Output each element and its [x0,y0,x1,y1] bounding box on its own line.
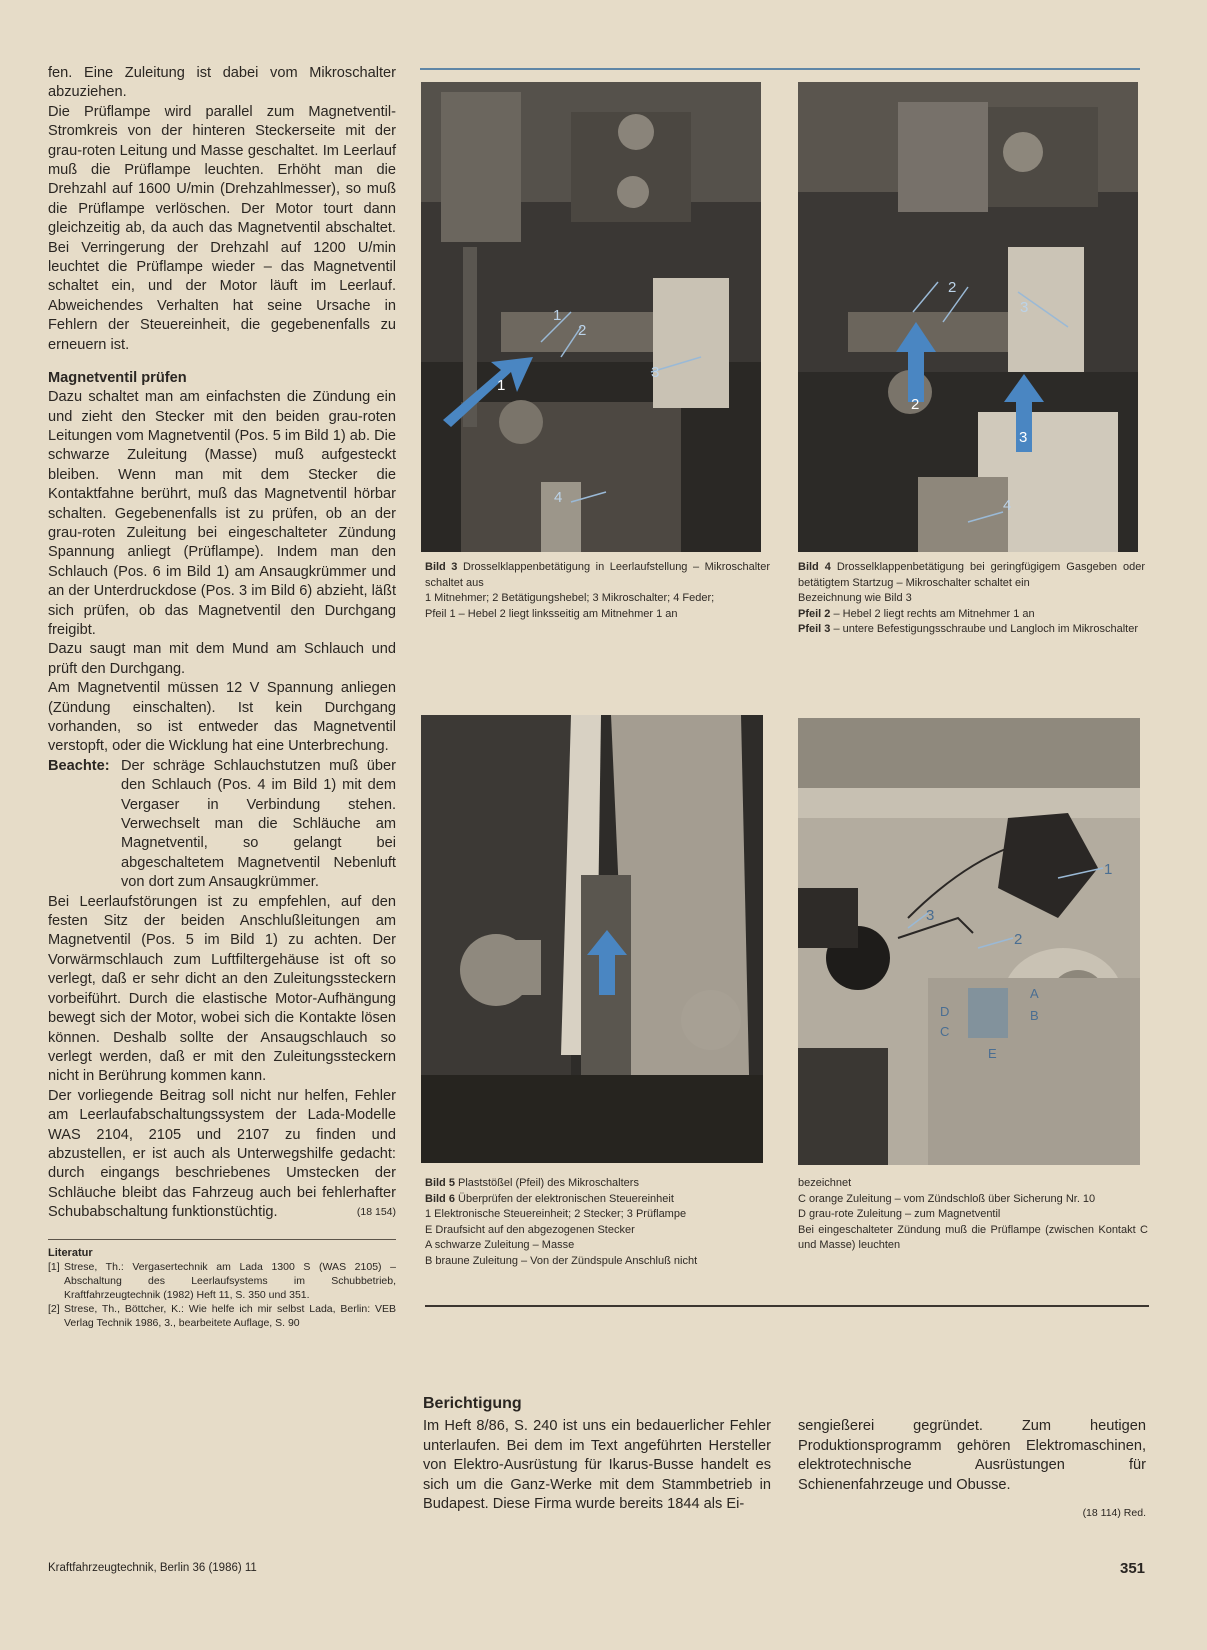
photo-label: 4 [1003,497,1012,514]
note-block [48,757,396,893]
article-reference: (18 154) [356,1206,396,1219]
literature-text: Strese, Th., Böttcher, K.: Wie helfe ich mir selbst Lada, Berlin: VEB Verlag Technik 1986, 3., bearbeitete Auflage, S. 90 [64,1302,396,1329]
literature-number: [2] [48,1302,60,1315]
paragraph: Im Heft 8/86, S. 240 ist uns ein bedauerlicher Fehler unterlaufen. Bei dem im Text angeführten Hersteller von Elektro-Ausrüstung für Ikarus-Busse handelt es sich um die Ganz-Werke mit dem Stammbetrieb in Budapest. Diese Firma wurde bereits 1844 als Ei- [423,1418,771,1513]
caption-line: Bei eingeschalteter Zündung muß die Prüflampe (zwischen Kontakt C und Masse) leuchten [798,1223,1148,1252]
photo-label: D [940,1004,950,1019]
photo-label: 3 [926,907,935,924]
figure-label: Bild 4 [798,561,831,573]
photo-bild-4 [798,82,1138,552]
paragraph: Bei Leerlaufstörungen ist zu empfehlen, auf den festen Sitz der beiden Anschlußleitungen am Magnetventil (Pos. 5 im Bild 1) zu achten. Der Vorwärmschlauch zum Luftfiltergehäuse ist oft so verlegt, daß er sehr dicht an den Zuleitungssteckern vorbeiführt. Durch die elastische Motor-Aufhängung bewegt sich der Motor, wobei sich die Kontakte lösen können. Deshalb sollte der Ansaugschlauch so verlegt werden, daß er mit den Zuleitungssteckern nicht in Berührung kommen kann. [48,893,396,1085]
literature-title: Literatur [48,1246,93,1259]
arrow-label: Pfeil 2 [798,607,831,620]
photo-label: E [988,1046,997,1061]
arrow-label: Pfeil 3 [798,623,831,636]
caption-bild-4 [798,560,1145,638]
correction-heading: Berichtigung [423,1395,522,1412]
journal-footer: Kraftfahrzeugtechnik, Berlin 36 (1986) 11 [48,1562,257,1574]
figure-label: Bild 3 [425,561,458,573]
section-heading: Magnetventil prüfen [48,370,187,387]
paragraph-text: Der vorliegende Beitrag soll nicht nur helfen, Fehler am Leerlaufabschaltungssystem der Lada-Modelle WAS 2104, 2105 und 2107 zu finden und abzustellen, er ist auch als Unterwegshilfe gedacht: durch eingangs beschriebenes Umstecken der Schläuche bleibt das Fahrzeug auch bei fehlerhafter Schubabschaltung funktionstüchtig. [48,1087,396,1221]
photo-label: 1 [1104,861,1113,878]
caption-text: – untere Befestigungsschraube und Langloch im Mikroschalter [833,623,1138,636]
photo-label: 2 [911,396,920,413]
literature-text: Strese, Th.: Vergasertechnik am Lada 1300 S (WAS 2105) – Abschaltung des Leerlaufsystems im Schubbetrieb, Kraftfahrzeugtechnik (1982) Heft 11, S. 350 und 351. [64,1260,396,1301]
caption-line: 1 Mitnehmer; 2 Betätigungshebel; 3 Mikroschalter; 4 Feder; [425,592,715,605]
photo-label: A [1030,986,1039,1001]
caption-text: Drosselklappenbetätigung in Leerlaufstellung – Mikroschalter schaltet aus [425,561,770,589]
caption-bild-3 [425,560,770,622]
photo-bild-3-image [421,82,761,552]
caption-line: bezeichnet [798,1177,852,1189]
caption-text: – Hebel 2 liegt rechts am Mitnehmer 1 an [833,607,1035,620]
photo-label: 2 [1014,931,1023,948]
page-number: 351 [1120,1560,1146,1577]
photo-label: 3 [651,364,660,381]
caption-line: E Draufsicht auf den abgezogenen Stecker [425,1223,635,1236]
section-divider [425,1305,1149,1307]
photo-bild-6 [798,718,1140,1165]
photo-bild-5-image [421,715,763,1163]
caption-text: Plaststößel (Pfeil) des Mikroschalters [458,1177,639,1189]
divider [48,1239,396,1240]
caption-line: B braune Zuleitung – Von der Zündspule Anschluß nicht [425,1254,698,1267]
photo-bild-5 [421,715,763,1163]
photo-label: 3 [1019,429,1028,446]
left-text-column [48,64,396,1330]
caption-line: 1 Elektronische Steuereinheit; 2 Stecker; 3 Prüflampe [425,1208,687,1221]
paragraph: Die Prüflampe wird parallel zum Magnetventil-Stromkreis von der hinteren Steckerseite mit der grau-roten Leitung und Masse geschaltet. Im Leerlauf muß die Prüflampe leuchten. Erhöht man die Drehzahl auf 1600 U/min (Drehzahlmesser), so muß die Prüflampe verlöschen. Der Motor tourt dann gleichzeitig ab, da auch das Magnetventil abschaltet. Bei Verringerung der Drehzahl auf 1200 U/min leuchtet die Prüflampe wieder – das Magnetventil schaltet ein, und der Motor läuft im Leerlauf. Abweichendes Verhalten hat seine Ursache in Fehlern der Steuereinheit, die gegebenenfalls zu erneuern ist. [48,103,396,353]
correction-column-2 [798,1417,1146,1524]
article-reference: (18 114) Red. [1082,1507,1146,1520]
top-rule [420,68,1140,70]
literature-item [48,1302,396,1330]
paragraph: fen. Eine Zuleitung ist dabei vom Mikroschalter abzuziehen. [48,65,396,101]
photo-label: 2 [578,322,587,339]
note-text: Der schräge Schlauchstutzen muß über den Schlauch (Pos. 4 im Bild 1) mit dem Vergaser in Verbindung stehen. Verwechselt man die Schläuche am Magnetventil, so gelangt bei abgeschaltetem Magnetventil Nebenluft von dort zum Ansaugkrümmer. [121,757,396,891]
paragraph: Dazu saugt man mit dem Mund am Schlauch und prüft den Durchgang. [48,641,396,677]
paragraph: Am Magnetventil müssen 12 V Spannung anliegen (Zündung einschalten). Ist kein Durchgang vorhanden, so ist entweder das Magnetventil verstopft, oder die Wicklung hat eine Unterbrechung. [48,680,396,755]
caption-text: Drosselklappenbetätigung bei geringfügigem Gasgeben oder betätigtem Startzug – Mikroschalter schaltet ein [798,561,1146,589]
paragraph [48,1087,396,1223]
figure-label: Bild 6 [425,1192,455,1205]
literature-item [48,1260,396,1302]
photo-label: B [1030,1008,1039,1023]
photo-bild-3 [421,82,761,552]
caption-bild-5-6 [425,1176,775,1270]
photo-label: 1 [553,307,562,324]
literature-number: [1] [48,1260,60,1273]
paragraph: sengießerei gegründet. Zum heutigen Produktionsprogramm gehören Elektromaschinen, elektrotechnische Ausrüstungen für Schienenfahrzeuge und Obusse. [798,1418,1146,1493]
caption-line: C orange Zuleitung – vom Zündschloß über Sicherung Nr. 10 [798,1192,1096,1205]
photo-label: 4 [554,489,563,506]
figure-label: Bild 5 [425,1177,455,1189]
paragraph: Dazu schaltet man am einfachsten die Zündung ein und zieht den Stecker mit den beiden grau-roten Leitungen vom Magnetventil (Pos. 5 im Bild 1) ab. Die schwarze Zuleitung (Masse) muß aufgesteckt bleiben. Wenn man mit dem Stecker die Kontaktfahne berührt, muß das Magnetventil hörbar schalten. Gegebenenfalls ist zu prüfen, ob an der grau-roten Zuleitung bei eingeschalteter Zündung Spannung anliegt (Prüflampe). Indem man den Schlauch (Pos. 6 im Bild 1) am Ansaugkrümmer und an der Unterdruckdose (Pos. 3 im Bild 6) abzieht, läßt sich prüfen, ob das Magnetventil den Durchgang freigibt. [48,389,396,638]
caption-line: A schwarze Zuleitung – Masse [425,1239,575,1252]
photo-label: 1 [497,377,506,394]
correction-column-1 [423,1417,771,1515]
caption-line: Pfeil 1 – Hebel 2 liegt linksseitig am Mitnehmer 1 an [425,607,678,620]
caption-text: Überprüfen der elektronischen Steuereinheit [458,1192,674,1205]
caption-bild-6-continued [798,1176,1148,1254]
note-label: Beachte: [48,757,110,774]
caption-line: D grau-rote Zuleitung – zum Magnetventil [798,1208,1001,1221]
caption-line: Bezeichnung wie Bild 3 [798,592,912,605]
photo-label: 2 [948,279,957,296]
photo-bild-6-image [798,718,1140,1165]
photo-bild-4-image [798,82,1138,552]
photo-label: C [940,1024,950,1039]
photo-label: 3 [1020,299,1029,316]
